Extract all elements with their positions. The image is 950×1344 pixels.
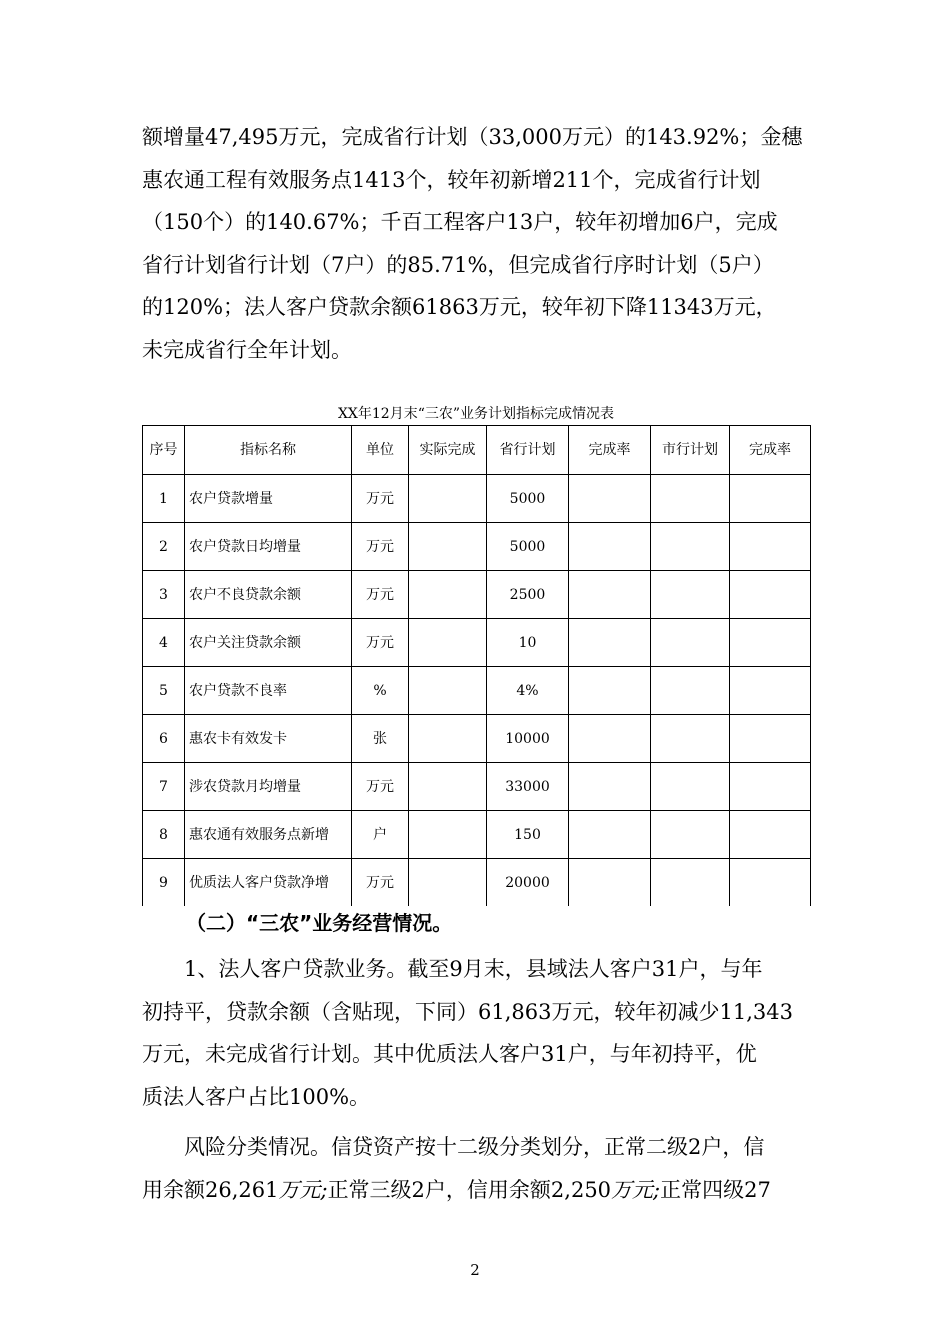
cell-rate: [569, 475, 651, 523]
text-line: 万元，未完成省行计划。其中优质法人客户31户，与年初持平，优: [142, 1042, 757, 1066]
cell-unit: 万元: [352, 475, 409, 523]
cell-rate: [569, 811, 651, 859]
cell-rate: [730, 667, 811, 715]
header-cell: 市行计划: [651, 426, 730, 475]
header-cell: 实际完成: [409, 426, 487, 475]
table-row: [143, 475, 811, 523]
unit-italic: 万元;: [611, 1177, 661, 1202]
cell-prov-plan: 33000: [487, 763, 569, 811]
text-line: 初持平，贷款余额（含贴现，下同）61,863万元，较年初减少11,343: [142, 999, 793, 1024]
cell-rate: [569, 715, 651, 763]
table-row: [143, 859, 811, 907]
text-fragment: 正常四级27: [660, 1177, 771, 1202]
cell-no: 2: [143, 523, 185, 571]
cell-actual: [409, 859, 487, 907]
cell-unit: 万元: [352, 763, 409, 811]
cell-rate: [569, 523, 651, 571]
cell-rate: [730, 811, 811, 859]
cell-unit: 万元: [352, 571, 409, 619]
cell-city-plan: [651, 859, 730, 907]
cell-name: 农户关注贷款余额: [185, 619, 352, 667]
text-line: 的120%；法人客户贷款余额61863万元，较年初下降11343万元，: [142, 295, 777, 319]
cell-city-plan: [651, 763, 730, 811]
paragraph-risk-classification: [142, 1126, 814, 1211]
cell-unit: 万元: [352, 619, 409, 667]
cell-name: 涉农贷款月均增量: [185, 763, 352, 811]
table-row: [143, 571, 811, 619]
cell-no: 6: [143, 715, 185, 763]
cell-rate: [730, 523, 811, 571]
header-cell: 序号: [143, 426, 185, 475]
cell-rate: [730, 571, 811, 619]
cell-unit: 万元: [352, 523, 409, 571]
text-line: 1、法人客户贷款业务。截至9月末，县域法人客户31户，与年: [184, 957, 763, 981]
paragraph-corporate-loans: [142, 948, 814, 1118]
paragraph-performance-summary: [142, 116, 814, 371]
cell-actual: [409, 667, 487, 715]
cell-no: 4: [143, 619, 185, 667]
cell-rate: [569, 763, 651, 811]
cell-city-plan: [651, 523, 730, 571]
cell-name: 农户贷款不良率: [185, 667, 352, 715]
cell-no: 5: [143, 667, 185, 715]
section-heading: （二）“三农”业务经营情况。: [186, 911, 453, 935]
table-row: [143, 763, 811, 811]
table-row: [143, 667, 811, 715]
table-row: [143, 523, 811, 571]
text-line: 额增量47,495万元，完成省行计划（33,000万元）的143.92%；金穗: [142, 125, 803, 149]
cell-city-plan: [651, 571, 730, 619]
header-cell: 指标名称: [185, 426, 352, 475]
text-line: 风险分类情况。信贷资产按十二级分类划分，正常二级2户，信: [184, 1135, 765, 1159]
cell-rate: [569, 859, 651, 907]
text-fragment: 用余额26,261: [142, 1177, 279, 1202]
text-line: 惠农通工程有效服务点1413个，较年初新增211个，完成省行计划: [142, 167, 761, 192]
plan-completion-table: [142, 425, 811, 906]
header-cell: 省行计划: [487, 426, 569, 475]
cell-city-plan: [651, 475, 730, 523]
cell-actual: [409, 763, 487, 811]
cell-rate: [569, 619, 651, 667]
cell-city-plan: [651, 667, 730, 715]
cell-no: 1: [143, 475, 185, 523]
text-fragment: 正常三级2户，信用余额2,250: [327, 1177, 612, 1202]
cell-no: 7: [143, 763, 185, 811]
cell-prov-plan: 5000: [487, 475, 569, 523]
table-row: [143, 619, 811, 667]
cell-rate: [730, 859, 811, 907]
cell-no: 3: [143, 571, 185, 619]
cell-actual: [409, 571, 487, 619]
cell-name: 惠农卡有效发卡: [185, 715, 352, 763]
cell-prov-plan: 2500: [487, 571, 569, 619]
cell-rate: [730, 763, 811, 811]
cell-rate: [730, 715, 811, 763]
cell-prov-plan: 20000: [487, 859, 569, 907]
text-line: 未完成省行全年计划。: [142, 337, 352, 362]
table-row: [143, 715, 811, 763]
table-header-row: [143, 426, 811, 475]
cell-name: 农户不良贷款余额: [185, 571, 352, 619]
cell-actual: [409, 715, 487, 763]
cell-prov-plan: 10000: [487, 715, 569, 763]
cell-no: 8: [143, 811, 185, 859]
cell-rate: [730, 475, 811, 523]
cell-no: 9: [143, 859, 185, 907]
cell-city-plan: [651, 715, 730, 763]
cell-prov-plan: 5000: [487, 523, 569, 571]
cell-prov-plan: 150: [487, 811, 569, 859]
cell-prov-plan: 4%: [487, 667, 569, 715]
table-row: [143, 811, 811, 859]
cell-unit: 万元: [352, 859, 409, 907]
header-cell: 完成率: [569, 426, 651, 475]
cell-name: 农户贷款增量: [185, 475, 352, 523]
cell-name: 农户贷款日均增量: [185, 523, 352, 571]
text-line: [142, 1169, 814, 1212]
text-line: （150个）的140.67%；千百工程客户13户，较年初增加6户，完成: [142, 210, 778, 234]
cell-unit: 张: [352, 715, 409, 763]
cell-actual: [409, 811, 487, 859]
cell-actual: [409, 523, 487, 571]
table-caption: XX年12月末“三农”业务计划指标完成情况表: [337, 406, 615, 422]
cell-rate: [569, 667, 651, 715]
header-cell: 完成率: [730, 426, 811, 475]
header-cell: 单位: [352, 426, 409, 475]
cell-name: 惠农通有效服务点新增: [185, 811, 352, 859]
unit-italic: 万元;: [278, 1177, 328, 1202]
cell-actual: [409, 619, 487, 667]
cell-rate: [730, 619, 811, 667]
cell-rate: [569, 571, 651, 619]
page-number: 2: [470, 1261, 480, 1279]
cell-city-plan: [651, 619, 730, 667]
text-line: 质法人客户占比100%。: [142, 1084, 371, 1109]
cell-prov-plan: 10: [487, 619, 569, 667]
cell-actual: [409, 475, 487, 523]
cell-unit: 户: [352, 811, 409, 859]
cell-city-plan: [651, 811, 730, 859]
cell-name: 优质法人客户贷款净增: [185, 859, 352, 907]
cell-unit: %: [352, 667, 409, 715]
text-line: 省行计划省行计划（7户）的85.71%，但完成省行序时计划（5户）: [142, 252, 774, 277]
